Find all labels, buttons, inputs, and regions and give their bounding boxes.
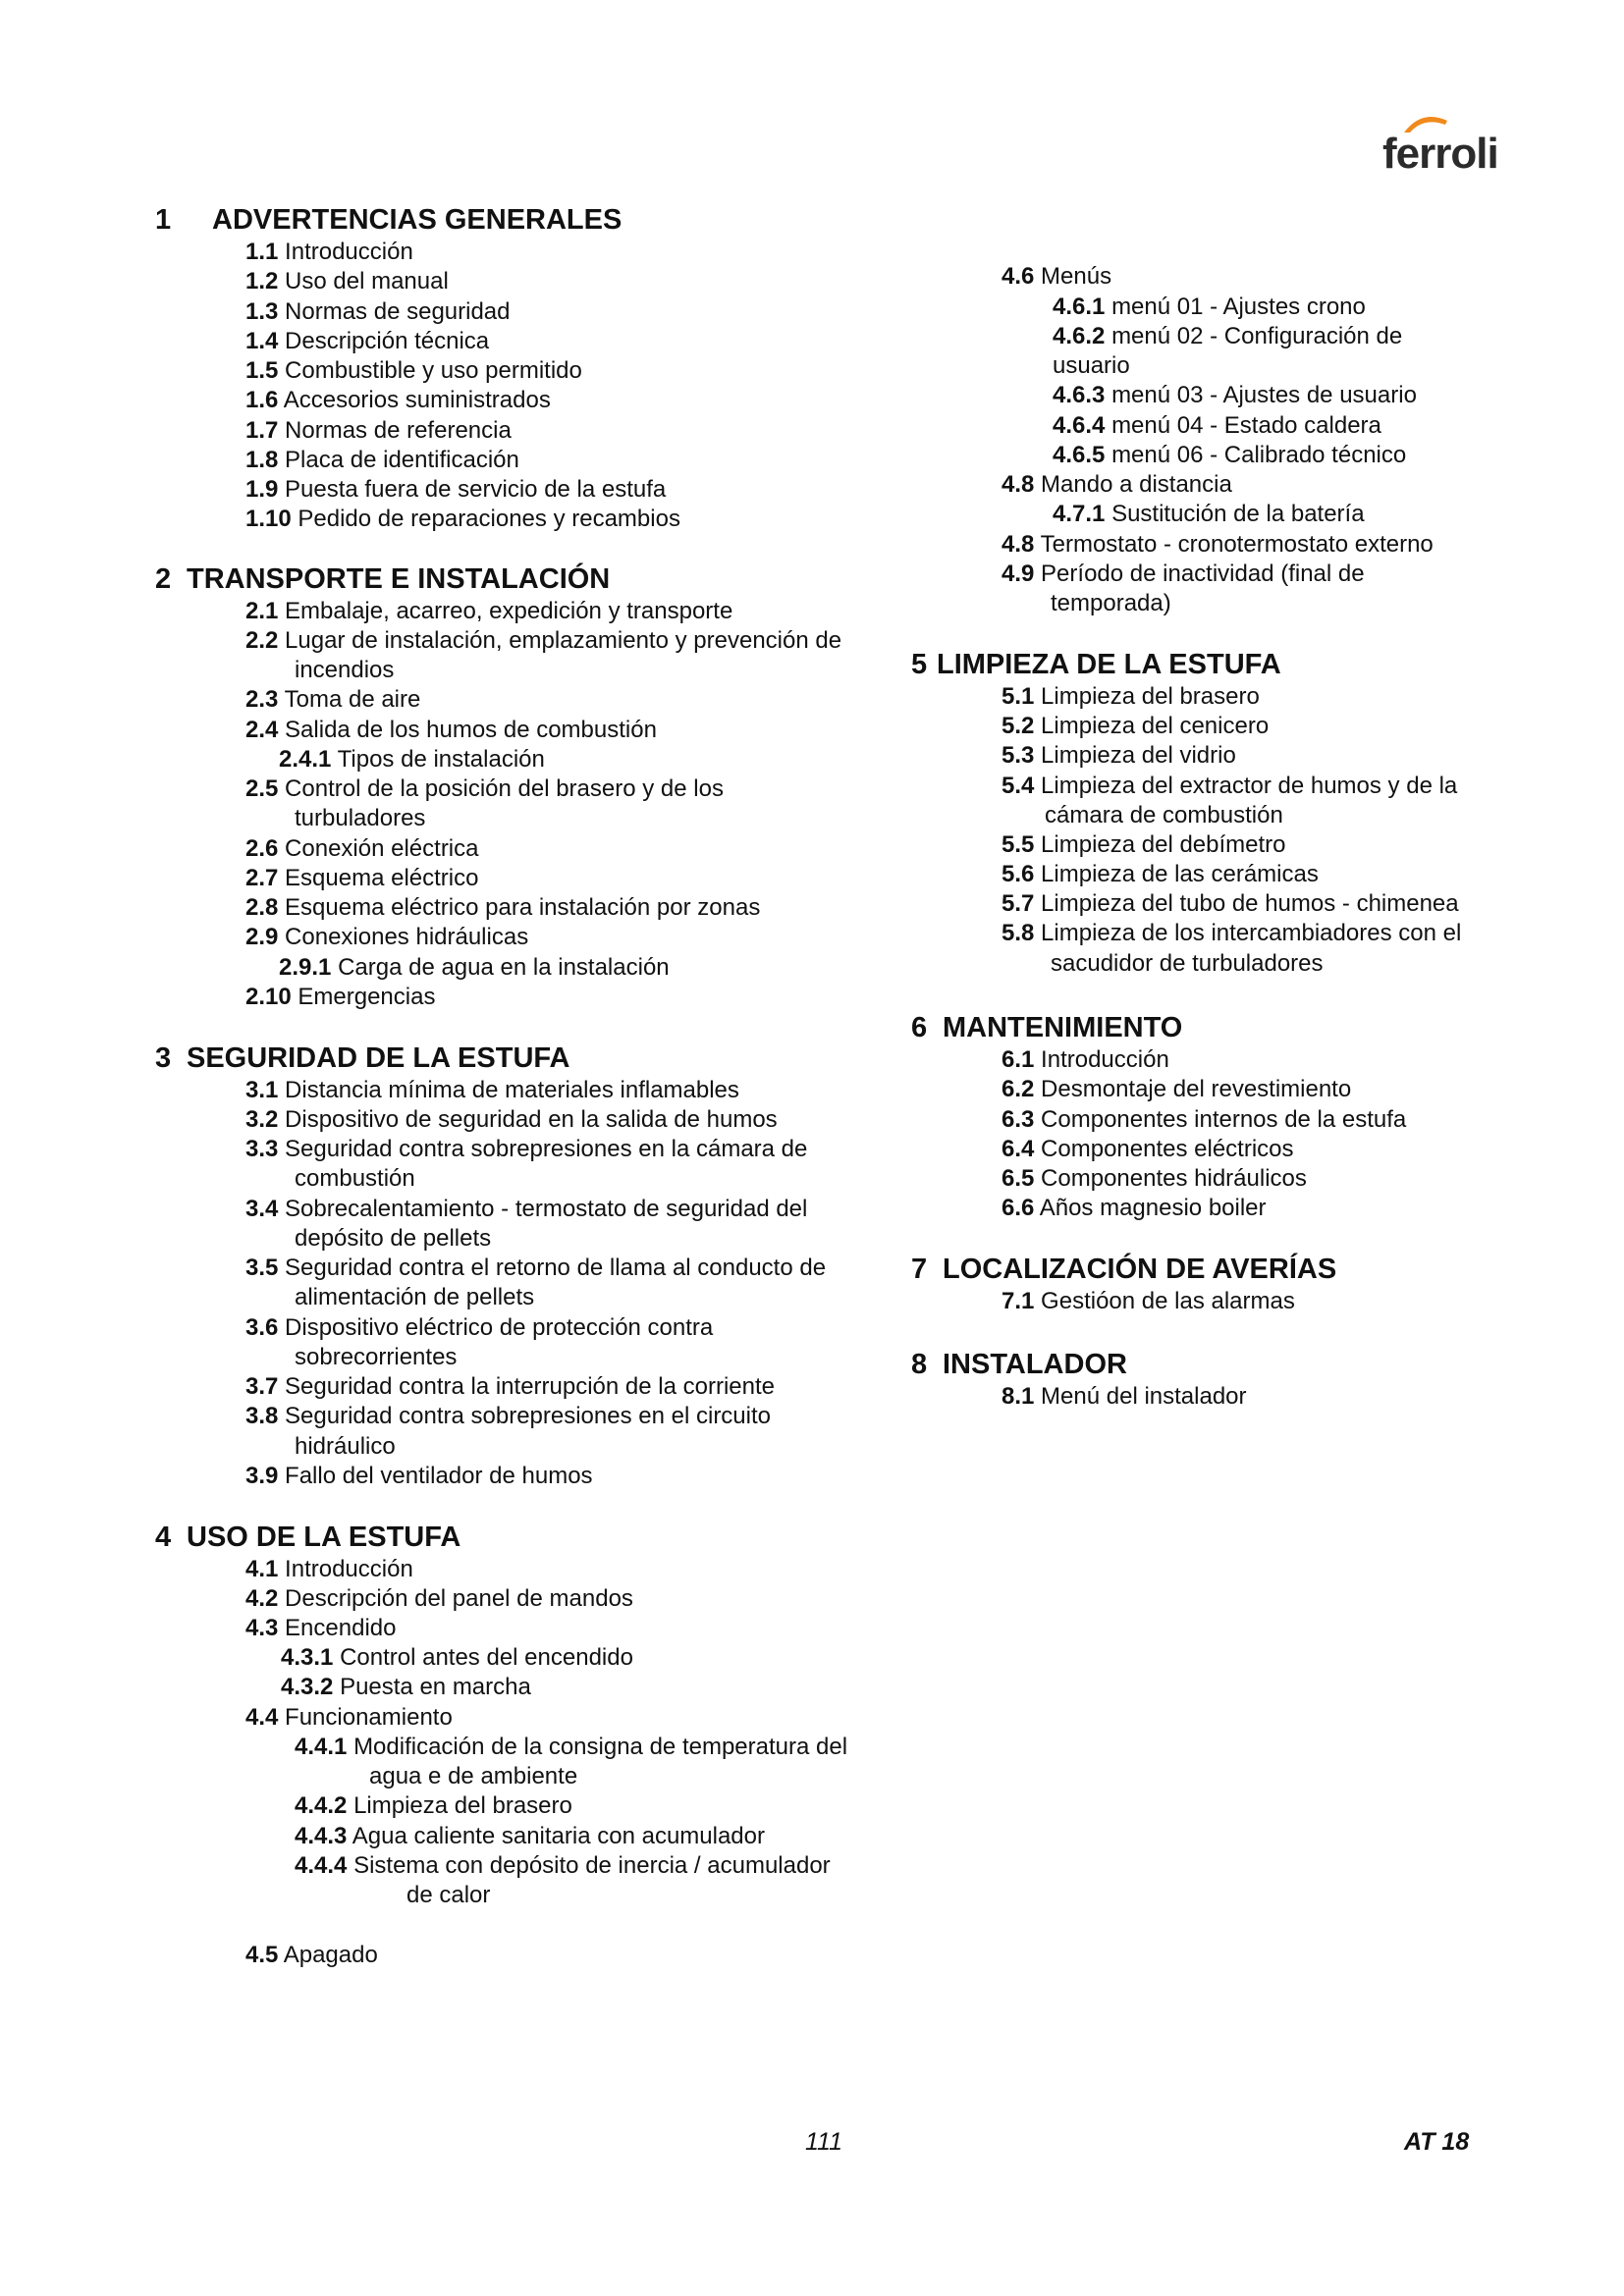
toc-entry: 3.1 Distancia mínima de materiales inflamables bbox=[245, 1077, 739, 1103]
toc-entry: 4.3 Encendido bbox=[245, 1615, 397, 1641]
toc-entry: 4.7.1 Sustitución de la batería bbox=[1053, 501, 1365, 527]
toc-entry: 1.2 Uso del manual bbox=[245, 268, 449, 294]
toc-entry: 1.3 Normas de seguridad bbox=[245, 298, 511, 325]
toc-entry: 4.1 Introducción bbox=[245, 1556, 413, 1582]
toc-entry: 7.1 Gestióon de las alarmas bbox=[1001, 1288, 1295, 1314]
logo-text: ferroli bbox=[1382, 130, 1498, 178]
toc-entry: 1.6 Accesorios suministrados bbox=[245, 387, 551, 413]
toc-entry: 3.8 Seguridad contra sobrepresiones en el circuito bbox=[245, 1403, 771, 1429]
toc-entry: 3.2 Dispositivo de seguridad en la salida de humos bbox=[245, 1106, 778, 1133]
toc-entry: 5.1 Limpieza del brasero bbox=[1001, 683, 1260, 710]
toc-entry: 6.2 Desmontaje del revestimiento bbox=[1001, 1076, 1352, 1102]
toc-entry: 2.9 Conexiones hidráulicas bbox=[245, 924, 529, 950]
toc-entry: 5.5 Limpieza del debímetro bbox=[1001, 831, 1286, 858]
toc-entry: 4.9 Período de inactividad (final de bbox=[1001, 561, 1365, 587]
toc-entry: 6.4 Componentes eléctricos bbox=[1001, 1136, 1294, 1162]
section-heading: 7 LOCALIZACIÓN DE AVERÍAS bbox=[911, 1254, 1337, 1285]
toc-entry-continuation: hidráulico bbox=[295, 1433, 396, 1460]
toc-entry: 4.3.1 Control antes del encendido bbox=[281, 1644, 633, 1671]
toc-entry: 4.6 Menús bbox=[1001, 263, 1112, 290]
toc-entry: 4.6.3 menú 03 - Ajustes de usuario bbox=[1053, 382, 1417, 408]
toc-entry-continuation: de calor bbox=[406, 1882, 491, 1908]
toc-entry: 4.6.2 menú 02 - Configuración de bbox=[1053, 323, 1403, 349]
section-heading: 3 SEGURIDAD DE LA ESTUFA bbox=[155, 1042, 570, 1074]
toc-entry-continuation: incendios bbox=[295, 657, 395, 683]
toc-entry: 1.4 Descripción técnica bbox=[245, 328, 490, 354]
toc-entry: 2.7 Esquema eléctrico bbox=[245, 865, 479, 891]
toc-entry: 4.6.5 menú 06 - Calibrado técnico bbox=[1053, 442, 1407, 468]
toc-entry-continuation: agua e de ambiente bbox=[369, 1763, 578, 1789]
toc-entry: 4.2 Descripción del panel de mandos bbox=[245, 1585, 633, 1612]
toc-entry: 3.5 Seguridad contra el retorno de llama al conducto de bbox=[245, 1255, 827, 1281]
toc-entry: 4.4.3 Agua caliente sanitaria con acumulador bbox=[295, 1823, 765, 1849]
toc-entry: 2.2 Lugar de instalación, emplazamiento y prevención de bbox=[245, 627, 842, 654]
toc-entry: 5.8 Limpieza de los intercambiadores con el bbox=[1001, 920, 1462, 946]
toc-entry: 5.2 Limpieza del cenicero bbox=[1001, 713, 1270, 739]
toc-entry: 4.8 Termostato - cronotermostato externo bbox=[1001, 531, 1434, 558]
toc-entry: 2.5 Control de la posición del brasero y de los bbox=[245, 775, 724, 802]
page-number: 111 bbox=[805, 2128, 843, 2156]
toc-entry: 3.7 Seguridad contra la interrupción de la corriente bbox=[245, 1373, 776, 1400]
toc-entry: 2.10 Emergencias bbox=[245, 984, 436, 1010]
toc-entry: 4.4.1 Modificación de la consigna de temperatura del bbox=[295, 1734, 848, 1760]
toc-entry-continuation: cámara de combustión bbox=[1045, 802, 1283, 828]
toc-entry: 6.1 Introducción bbox=[1001, 1046, 1169, 1073]
toc-entry: 6.3 Componentes internos de la estufa bbox=[1001, 1106, 1407, 1133]
toc-entry: 1.5 Combustible y uso permitido bbox=[245, 357, 582, 384]
toc-entry: 2.8 Esquema eléctrico para instalación por zonas bbox=[245, 894, 761, 921]
toc-entry: 1.8 Placa de identificación bbox=[245, 447, 519, 473]
toc-entry-continuation: combustión bbox=[295, 1165, 415, 1192]
document-code: AT 18 bbox=[1404, 2128, 1470, 2156]
toc-entry: 2.6 Conexión eléctrica bbox=[245, 835, 479, 862]
toc-entry: 5.6 Limpieza de las cerámicas bbox=[1001, 861, 1319, 887]
toc-entry: 5.7 Limpieza del tubo de humos - chimenea bbox=[1001, 890, 1459, 917]
toc-entry-continuation: temporada) bbox=[1051, 590, 1171, 616]
section-heading: 5 LIMPIEZA DE LA ESTUFA bbox=[911, 649, 1281, 680]
toc-entry: 2.3 Toma de aire bbox=[245, 686, 421, 713]
toc-entry: 4.3.2 Puesta en marcha bbox=[281, 1674, 531, 1700]
toc-entry: 4.8 Mando a distancia bbox=[1001, 471, 1232, 498]
section-heading: 6 MANTENIMIENTO bbox=[911, 1012, 1183, 1043]
toc-entry: 1.7 Normas de referencia bbox=[245, 417, 512, 444]
toc-entry-continuation: usuario bbox=[1053, 352, 1130, 379]
toc-entry: 8.1 Menú del instalador bbox=[1001, 1383, 1247, 1410]
brand-logo bbox=[1382, 113, 1498, 178]
section-heading: 1 ADVERTENCIAS GENERALES bbox=[155, 204, 623, 236]
toc-entry-continuation: alimentación de pellets bbox=[295, 1284, 535, 1310]
toc-entry: 5.4 Limpieza del extractor de humos y de la bbox=[1001, 773, 1458, 799]
toc-entry: 1.10 Pedido de reparaciones y recambios bbox=[245, 506, 680, 532]
toc-entry: 3.9 Fallo del ventilador de humos bbox=[245, 1463, 593, 1489]
toc-entry: 2.1 Embalaje, acarreo, expedición y transporte bbox=[245, 598, 733, 624]
section-heading: 4 USO DE LA ESTUFA bbox=[155, 1522, 461, 1553]
toc-entry: 4.5 Apagado bbox=[245, 1942, 378, 1968]
toc-entry: 6.6 Años magnesio boiler bbox=[1001, 1195, 1267, 1221]
toc-entry-continuation: sobrecorrientes bbox=[295, 1344, 458, 1370]
toc-entry: 3.4 Sobrecalentamiento - termostato de seguridad del bbox=[245, 1196, 808, 1222]
section-heading: 2 TRANSPORTE E INSTALACIÓN bbox=[155, 563, 611, 595]
toc-entry: 1.9 Puesta fuera de servicio de la estufa bbox=[245, 476, 667, 503]
toc-entry-continuation: turbuladores bbox=[295, 805, 426, 831]
toc-entry: 1.1 Introducción bbox=[245, 239, 413, 265]
toc-entry: 4.4 Funcionamiento bbox=[245, 1704, 453, 1731]
toc-entry: 6.5 Componentes hidráulicos bbox=[1001, 1165, 1307, 1192]
toc-entry: 2.9.1 Carga de agua en la instalación bbox=[279, 954, 670, 981]
toc-entry: 2.4 Salida de los humos de combustión bbox=[245, 717, 657, 743]
toc-entry: 3.6 Dispositivo eléctrico de protección contra bbox=[245, 1314, 714, 1341]
toc-entry-continuation: sacudidor de turbuladores bbox=[1051, 950, 1324, 977]
toc-entry: 4.4.4 Sistema con depósito de inercia / acumulador bbox=[295, 1852, 831, 1879]
section-heading: 8 INSTALADOR bbox=[911, 1349, 1127, 1380]
toc-entry-continuation: depósito de pellets bbox=[295, 1225, 492, 1252]
toc-entry: 4.4.2 Limpieza del brasero bbox=[295, 1792, 572, 1819]
toc-entry: 3.3 Seguridad contra sobrepresiones en la cámara de bbox=[245, 1136, 808, 1162]
toc-entry: 5.3 Limpieza del vidrio bbox=[1001, 742, 1236, 769]
toc-entry: 2.4.1 Tipos de instalación bbox=[279, 746, 545, 773]
toc-entry: 4.6.4 menú 04 - Estado caldera bbox=[1053, 412, 1381, 439]
toc-entry: 4.6.1 menú 01 - Ajustes crono bbox=[1053, 294, 1366, 320]
